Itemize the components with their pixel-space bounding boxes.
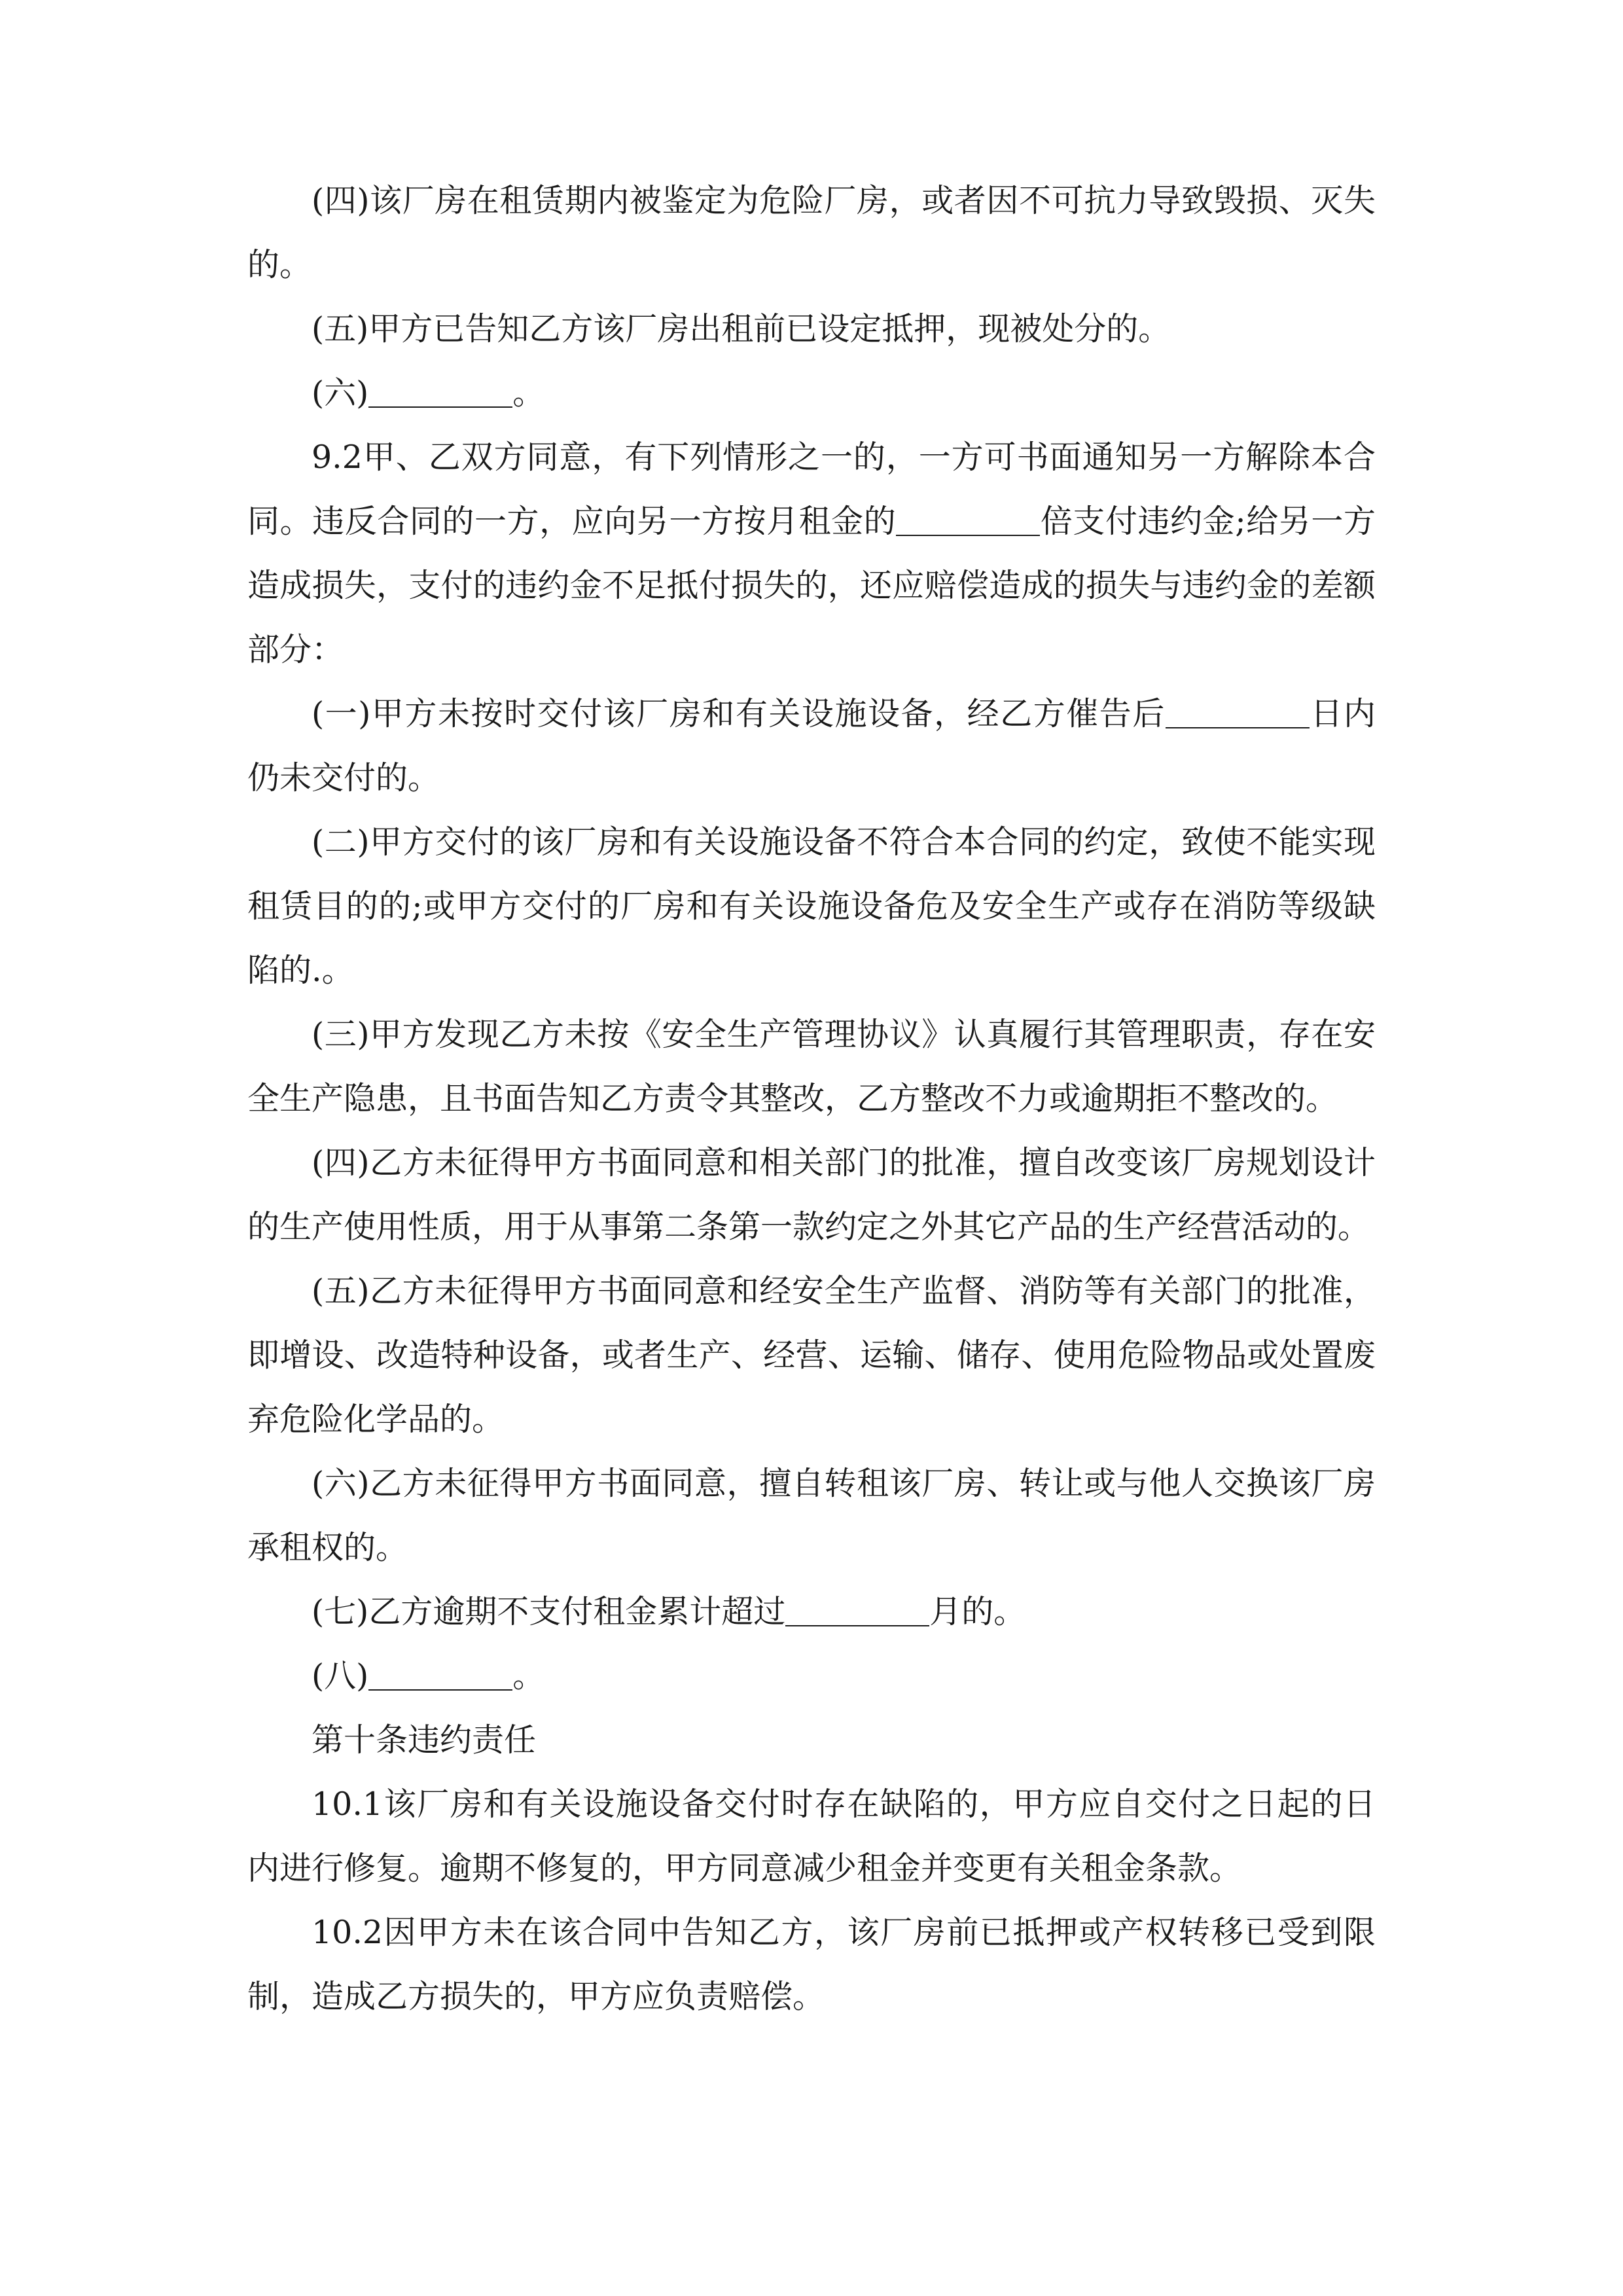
fill-in-blank xyxy=(785,1593,929,1626)
fill-in-blank xyxy=(896,503,1040,536)
paragraph xyxy=(247,1708,1376,1772)
fill-in-blank xyxy=(1166,695,1310,728)
paragraph-text: 倍支付违约金;给另一方造成损失，支付的违约金不足抵付损失的，还应赔偿造成的损失与违约金的差额部分： xyxy=(247,503,1376,668)
paragraph xyxy=(247,1644,1376,1708)
paragraph xyxy=(247,1580,1376,1644)
paragraph-text: (六)乙方未征得甲方书面同意，擅自转租该厂房、转让或与他人交换该厂房承租权的。 xyxy=(247,1465,1376,1566)
paragraph xyxy=(247,1003,1376,1131)
paragraph-text: (三)甲方发现乙方未按《安全生产管理协议》认真履行其管理职责，存在安全生产隐患，且书面告知乙方责令其整改，乙方整改不力或逾期拒不整改的。 xyxy=(247,1016,1376,1117)
paragraph xyxy=(247,1772,1376,1901)
paragraph-text: 日内仍未交付的。 xyxy=(247,695,1376,797)
paragraph-text: 9.2甲、乙双方同意，有下列情形之一的，一方可书面通知另一方解除本合同。违反合同的一方，应向另一方按月租金的 xyxy=(247,439,1376,540)
paragraph xyxy=(247,297,1376,361)
paragraph-text: (五)乙方未征得甲方书面同意和经安全生产监督、消防等有关部门的批准，即增设、改造特种设备，或者生产、经营、运输、储存、使用危险物品或处置废弃危险化学品的。 xyxy=(247,1272,1376,1438)
paragraph-text: 月的。 xyxy=(929,1593,1026,1630)
paragraph-text: 第十条违约责任 xyxy=(312,1721,537,1759)
paragraph-text: (八) xyxy=(312,1657,369,1695)
paragraph xyxy=(247,361,1376,425)
paragraph-text: 。 xyxy=(512,1657,545,1695)
paragraph xyxy=(247,682,1376,810)
document-body xyxy=(247,169,1376,2029)
paragraph-text: (六) xyxy=(312,374,369,412)
paragraph xyxy=(247,1131,1376,1259)
paragraph-text: (五)甲方已告知乙方该厂房出租前已设定抵押，现被处分的。 xyxy=(312,310,1171,348)
fill-in-blank xyxy=(368,1657,512,1691)
paragraph xyxy=(247,169,1376,297)
paragraph xyxy=(247,1452,1376,1580)
paragraph xyxy=(247,810,1376,1003)
paragraph-text: 。 xyxy=(512,374,545,412)
paragraph xyxy=(247,1901,1376,2029)
paragraph xyxy=(247,1259,1376,1452)
paragraph xyxy=(247,425,1376,682)
paragraph-text: (四)该厂房在租赁期内被鉴定为危险厂房，或者因不可抗力导致毁损、灭失的。 xyxy=(247,182,1376,283)
paragraph-text: (四)乙方未征得甲方书面同意和相关部门的批准，擅自改变该厂房规划设计的生产使用性质，用于从事第二条第一款约定之外其它产品的生产经营活动的。 xyxy=(247,1144,1376,1246)
paragraph-text: (七)乙方逾期不支付租金累计超过 xyxy=(312,1593,786,1630)
paragraph-text: 10.1该厂房和有关设施设备交付时存在缺陷的，甲方应自交付之日起的日内进行修复。逾期不修复的，甲方同意减少租金并变更有关租金条款。 xyxy=(247,1785,1376,1887)
fill-in-blank xyxy=(368,374,512,408)
paragraph-text: (二)甲方交付的该厂房和有关设施设备不符合本合同的约定，致使不能实现租赁目的的;或甲方交付的厂房和有关设施设备危及安全生产或存在消防等级缺陷的.。 xyxy=(247,823,1376,989)
paragraph-text: (一)甲方未按时交付该厂房和有关设施设备，经乙方催告后 xyxy=(312,695,1166,732)
paragraph-text: 10.2因甲方未在该合同中告知乙方，该厂房前已抵押或产权转移已受到限制，造成乙方损失的，甲方应负责赔偿。 xyxy=(247,1914,1376,2015)
